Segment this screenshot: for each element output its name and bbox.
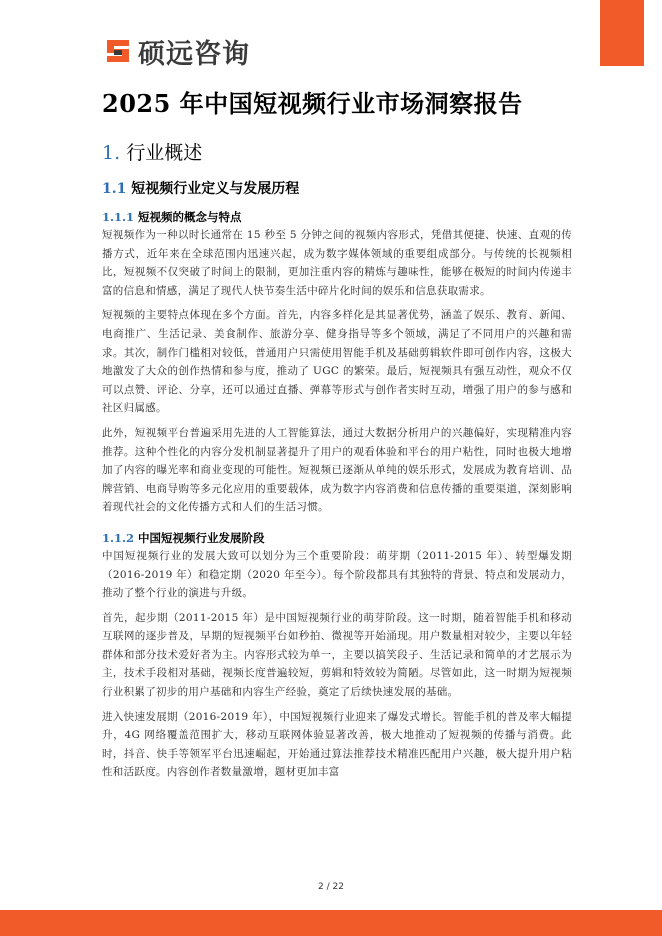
subsection-heading: [102, 178, 572, 200]
footer-accent-bar: [0, 910, 662, 936]
paragraph: 进入快速发展期（2016-2019 年），中国短视频行业迎来了爆发式增长。智能手机的普及率大幅提升，4G 网络覆盖范围扩大，移动互联网体验显著改善，极大地推动了短视频的传播与消费。此时，抖音、快手等领军平台迅速崛起，开始通过算法推荐技术精准匹配用户兴趣，极大提升用户粘性和活跃度。内容创作者数量激增，题材更加丰富: [102, 710, 572, 779]
sub-subsection-title: 短视频的概念与特点: [138, 210, 242, 224]
document-title: 2025 年中国短视频行业市场洞察报告: [102, 89, 523, 118]
paragraph: 短视频作为一种以时长通常在 15 秒至 5 分钟之间的视频内容形式，凭借其便捷、快速、直观的传播方式，近年来在全球范围内迅速兴起，成为数字媒体领域的重要组成部分。与传统的长视频相比，短视频不仅突破了时间上的限制，更加注重内容的精炼与趣味性，能够在极短的时间内传递丰富的信息和情感，满足了现代人快节奏生活中碎片化时间的娱乐和信息获取需求。: [102, 229, 572, 297]
sub-subsection-number: 1.1.2: [102, 530, 135, 545]
logo-mark-icon: [104, 37, 132, 65]
logo-text: 硕远咨询: [138, 38, 250, 70]
sub-subsection-heading: [102, 529, 572, 547]
sub-subsection-number: 1.1.1: [102, 210, 135, 224]
corner-accent-tab: [600, 0, 644, 66]
subsection-number: 1.1: [102, 181, 127, 197]
paragraph: 短视频的主要特点体现在多个方面。首先，内容多样化是其显著优势，涵盖了娱乐、教育、新闻、电商推广、生活记录、美食制作、旅游分享、健身指导等多个领域，满足了不同用户的兴趣和需求。其次，制作门槛相对较低，普通用户只需使用智能手机及基础剪辑软件即可创作内容，这极大地激发了大众的创作热情和参与度，推动了 UGC 的繁荣。最后，短视频具有强互动性，观众不仅可以点赞、评论、分享，还可以通过直播、弹幕等形式与创作者实时互动，增强了用户的参与感和社区归属感。: [102, 309, 572, 415]
page-indicator: 2 / 22: [318, 882, 344, 892]
paragraph: 首先，起步期（2011-2015 年）是中国短视频行业的萌芽阶段。这一时期，随着智能手机和移动互联网的逐步普及，早期的短视频平台如秒拍、微视等开始涌现。用户数量相对较少，主要以年轻群体和部分技术爱好者为主。内容形式较为单一，主要以搞笑段子、生活记录和简单的才艺展示为主，技术手段相对基础，视频长度普遍较短，剪辑和特效较为简陋。尽管如此，这一时期为短视频行业积累了初步的用户基础和内容生产经验，奠定了后续快速发展的基础。: [102, 611, 572, 699]
section-heading: [102, 140, 572, 166]
section-number: 1.: [102, 142, 121, 164]
paragraph: 此外，短视频平台普遍采用先进的人工智能算法，通过大数据分析用户的兴趣偏好，实现精准内容推荐。这种个性化的内容分发机制显著提升了用户的观看体验和平台的用户粘性，同时也极大地增加了内容的曝光率和商业变现的可能性。短视频已逐渐从单纯的娱乐形式，发展成为教育培训、品牌营销、电商导购等多元化应用的重要载体，成为数字内容消费和信息传播的重要渠道，深刻影响着现代社会的文化传播方式和人们的生活习惯。: [102, 426, 572, 514]
subsection-title: 短视频行业定义与发展历程: [131, 181, 300, 197]
paragraph: 中国短视频行业的发展大致可以划分为三个重要阶段：萌芽期（2011-2015 年）、转型爆发期（2016-2019 年）和稳定期（2020 年至今）。每个阶段都具有其独特的背景、特点和发展动力，推动了整个行业的演进与升级。: [102, 549, 572, 600]
company-logo: [104, 34, 250, 68]
sub-subsection-title: 中国短视频行业发展阶段: [138, 530, 265, 545]
section-title: 行业概述: [126, 142, 203, 164]
sub-subsection-heading: [102, 208, 572, 226]
document-body: [102, 86, 572, 788]
